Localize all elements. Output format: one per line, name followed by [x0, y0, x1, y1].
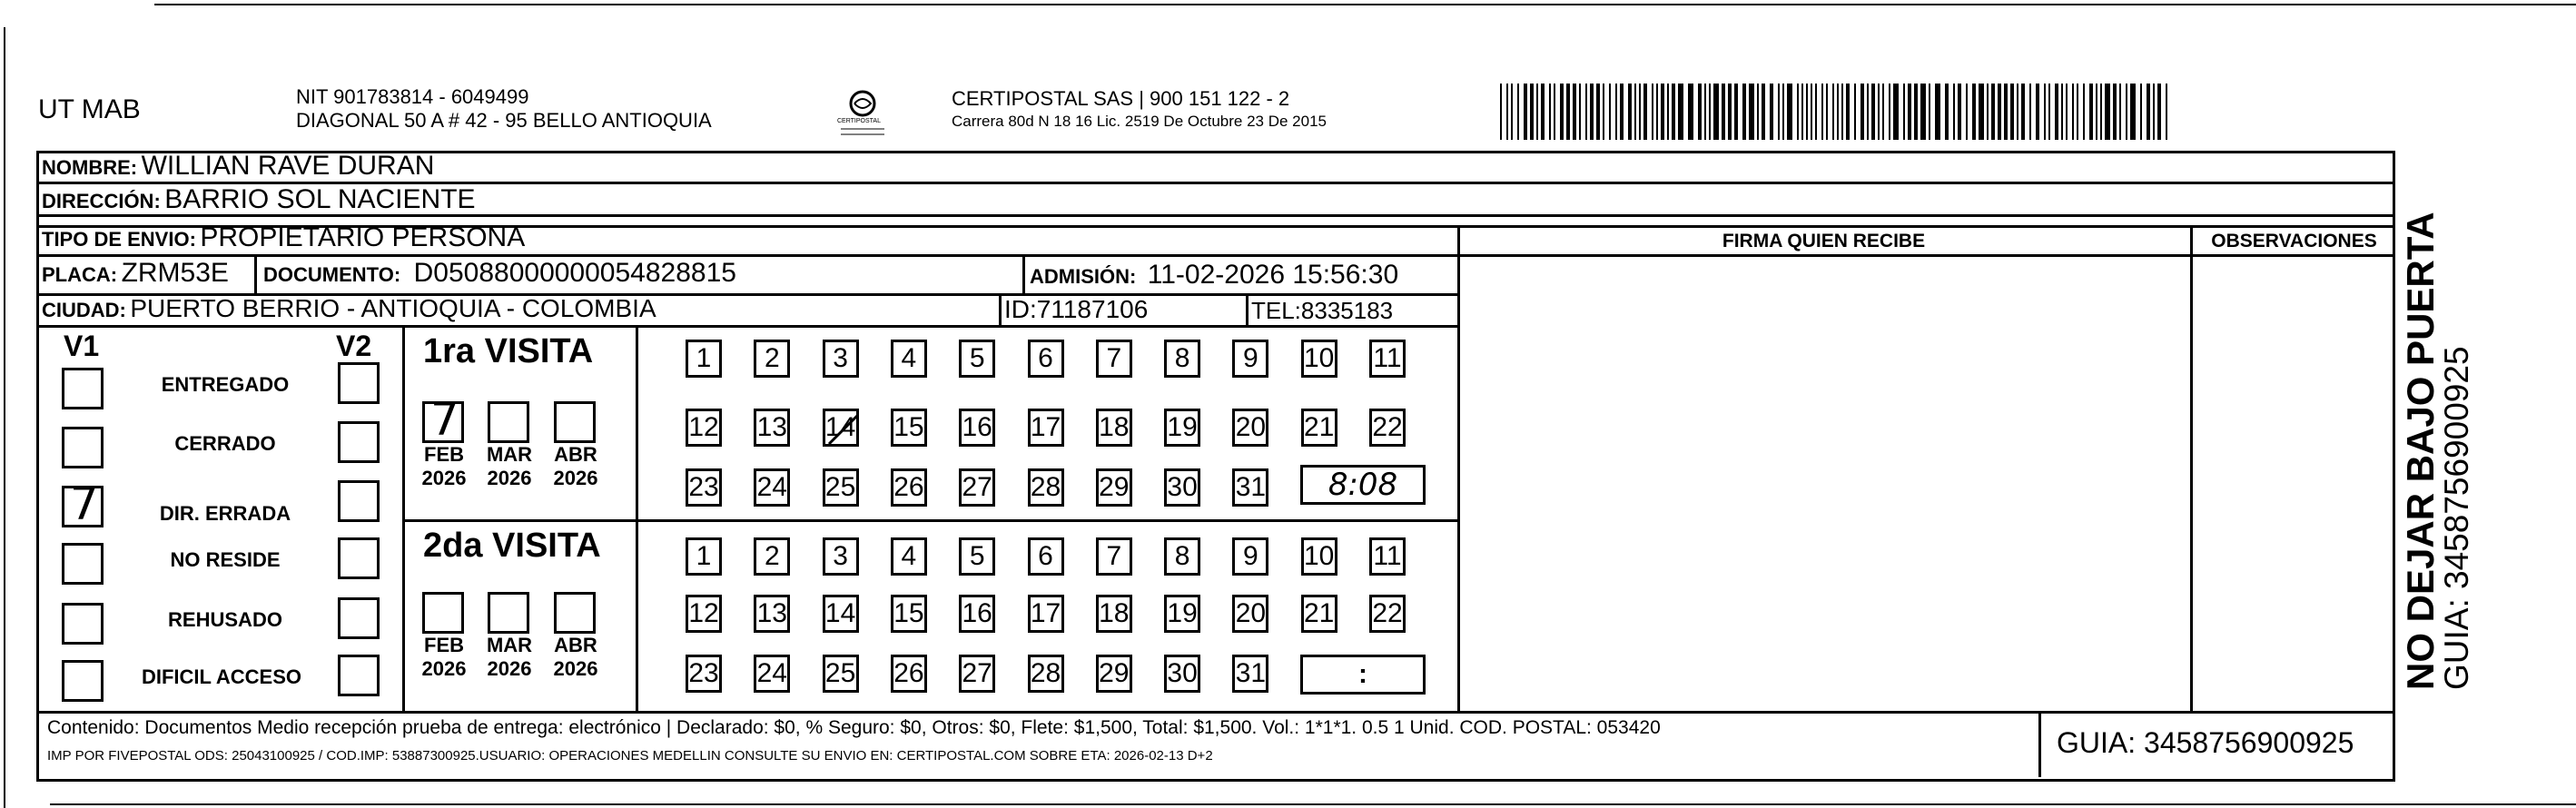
day-box-18[interactable]: [1096, 595, 1132, 633]
day-number: 22: [1372, 412, 1403, 442]
v2-checkbox[interactable]: [338, 362, 380, 404]
admision-field: [1030, 260, 1398, 291]
day-box-27[interactable]: [959, 655, 995, 693]
day-box-25[interactable]: [823, 468, 859, 507]
footer-guia: GUIA: 3458756900925: [2057, 726, 2354, 759]
day-number: 9: [1243, 541, 1258, 571]
day-number: 19: [1167, 412, 1198, 442]
direccion-field: [42, 184, 476, 215]
day-box-3[interactable]: [823, 340, 859, 378]
day-box-29[interactable]: [1096, 468, 1132, 507]
month-year: 2026: [421, 657, 467, 680]
day-number: 5: [969, 541, 985, 571]
day-number: 27: [962, 472, 992, 502]
day-number: 22: [1372, 598, 1403, 628]
reason-label: ENTREGADO: [161, 373, 290, 396]
left-edge-line: [4, 27, 5, 808]
reason-label: CERRADO: [174, 432, 276, 455]
day-number: 25: [824, 472, 856, 502]
day-number: 1: [696, 343, 712, 373]
month-label: [415, 443, 473, 490]
tipo-envio-value: PROPIETARIO PERSONA: [200, 222, 526, 252]
cell-line: [1246, 293, 1249, 325]
day-number: 2: [764, 541, 780, 571]
cell-line: [999, 293, 1002, 325]
side-guia: GUIA: 3458756900925: [2438, 346, 2475, 690]
carrier-name: CERTIPOSTAL SAS | 900 151 122 - 2: [952, 87, 1290, 110]
month-name: ABR: [554, 634, 597, 656]
day-number: 18: [1099, 598, 1130, 628]
day-box-26[interactable]: [891, 468, 927, 507]
day-box-19[interactable]: [1164, 595, 1200, 633]
day-number: 4: [901, 541, 917, 571]
month-checkbox-abr[interactable]: [554, 401, 596, 443]
day-number: 7: [1106, 343, 1122, 373]
day-box-10[interactable]: [1301, 537, 1337, 576]
month-label: [547, 443, 605, 490]
day-box-17[interactable]: [1028, 595, 1064, 633]
day-box-2[interactable]: [754, 340, 790, 378]
day-number: 18: [1099, 412, 1130, 442]
cell-line: [254, 254, 257, 293]
admision-label: ADMISIÓN:: [1030, 265, 1137, 288]
day-box-2[interactable]: [754, 537, 790, 576]
day-number: 5: [969, 343, 985, 373]
v1-header: V1: [64, 330, 100, 362]
day-number: 16: [962, 598, 992, 628]
day-box-13[interactable]: [754, 595, 790, 633]
month-name: MAR: [486, 634, 533, 656]
day-box-17[interactable]: [1028, 409, 1064, 447]
day-box-22[interactable]: [1369, 595, 1406, 633]
footer-top-line: [36, 711, 2395, 714]
day-number: 21: [1304, 598, 1335, 628]
day-box-26[interactable]: [891, 655, 927, 693]
visit2-time-value: :: [1358, 659, 1367, 689]
footer-guia-line: [2038, 714, 2041, 777]
reason-label: DIFICIL ACCESO: [141, 665, 301, 688]
nombre-label: NOMBRE:: [42, 156, 138, 179]
v2-checkbox[interactable]: [338, 421, 380, 463]
admision-value: 11-02-2026 15:56:30: [1147, 260, 1399, 290]
day-number: 24: [756, 658, 787, 688]
day-number: 10: [1304, 343, 1335, 373]
day-box-18[interactable]: [1096, 409, 1132, 447]
visit2-title: 2da VISITA: [423, 527, 601, 565]
tel-value: TEL:8335183: [1251, 297, 1394, 324]
day-number: 8: [1174, 541, 1190, 571]
day-box-30[interactable]: [1164, 468, 1200, 507]
v2-header: V2: [336, 330, 372, 362]
day-number: 13: [756, 412, 787, 442]
day-number: 12: [688, 412, 719, 442]
day-number: 7: [1106, 541, 1122, 571]
observaciones-header: OBSERVACIONES: [2211, 231, 2377, 251]
month-name: FEB: [424, 634, 464, 656]
month-name: FEB: [424, 443, 464, 466]
month-name: MAR: [486, 443, 533, 466]
month-checkbox-feb[interactable]: [422, 393, 464, 446]
ciudad-value: PUERTO BERRIO - ANTIOQUIA - COLOMBIA: [130, 294, 656, 322]
day-box-11[interactable]: [1369, 537, 1406, 576]
day-number: 20: [1235, 412, 1267, 442]
month-label: [415, 634, 473, 681]
documento-value: D05088000000054828815: [413, 258, 736, 288]
month-checkbox-abr[interactable]: [554, 592, 596, 634]
day-number: 25: [824, 658, 856, 688]
no-dejar-bajo-puerta: NO DEJAR BAJO PUERTA: [2399, 212, 2442, 690]
day-number: 29: [1099, 658, 1130, 688]
id-value: ID:71187106: [1004, 295, 1149, 323]
v1-checkbox[interactable]: [62, 603, 104, 645]
day-box-14[interactable]: [823, 409, 859, 447]
ciudad-field: [42, 294, 656, 323]
barcode: [1498, 84, 2175, 140]
month-year: 2026: [487, 467, 532, 489]
day-number: 19: [1167, 598, 1198, 628]
day-box-23[interactable]: [686, 655, 722, 693]
documento-label: DOCUMENTO:: [263, 263, 401, 286]
month-label: [480, 634, 538, 681]
day-box-28[interactable]: [1028, 468, 1064, 507]
day-number: 23: [688, 658, 719, 688]
day-box-8[interactable]: [1164, 340, 1200, 378]
sender-address: DIAGONAL 50 A # 42 - 95 BELLO ANTIOQUIA: [296, 109, 712, 132]
month-checkbox-mar[interactable]: [488, 401, 529, 443]
handwritten-check-icon: 7: [70, 478, 99, 530]
day-number: 24: [756, 472, 787, 502]
cell-line: [1022, 257, 1025, 293]
v1-checkbox[interactable]: [62, 543, 104, 585]
day-number: 28: [1030, 658, 1061, 688]
day-number: 21: [1304, 412, 1335, 442]
day-number: 13: [756, 598, 787, 628]
day-box-15[interactable]: [891, 595, 927, 633]
v2-checkbox[interactable]: [338, 537, 380, 579]
day-number: 15: [893, 598, 924, 628]
day-box-4[interactable]: [891, 537, 927, 576]
visit2-time-box[interactable]: [1300, 655, 1426, 695]
day-number: 1: [696, 541, 712, 571]
day-box-12[interactable]: [686, 595, 722, 633]
placa-field: [42, 258, 229, 289]
footer-line-1: Contenido: Documentos Medio recepción prueba de entrega: electrónico | Declarado: $0, % Seguro: $0, Otros: $0, Flete: $1,500, Total: $1,500. Vol.: 1*1*1. 0.5 1 Unid. COD. POSTAL: 053420: [47, 717, 1661, 738]
day-box-25[interactable]: [823, 655, 859, 693]
day-box-30[interactable]: [1164, 655, 1200, 693]
day-box-15[interactable]: [891, 409, 927, 447]
nombre-value: WILLIAN RAVE DURAN: [141, 151, 435, 181]
firma-header: FIRMA QUIEN RECIBE: [1722, 231, 1926, 251]
month-label: [480, 443, 538, 490]
day-box-5[interactable]: [959, 537, 995, 576]
visit-left-line: [402, 325, 405, 711]
nombre-field: [42, 151, 434, 182]
month-year: 2026: [553, 657, 598, 680]
day-number: 8: [1174, 343, 1190, 373]
day-number: 17: [1030, 412, 1061, 442]
day-number: 14: [824, 412, 856, 442]
certipostal-logo-text: CERTIPOSTAL: [837, 118, 881, 124]
footer-line-2: IMP POR FIVEPOSTAL ODS: 25043100925 / COD.IMP: 53887300925.USUARIO: OPERACIONES MEDELLIN CONSULTE SU ENVIO EN: CERTIPOSTAL.COM SOBRE ETA: 2026-02-13 D+2: [47, 748, 1213, 764]
day-box-7[interactable]: [1096, 340, 1132, 378]
side-text: [2399, 212, 2475, 690]
v2-checkbox[interactable]: [338, 597, 380, 639]
day-number: 28: [1030, 472, 1061, 502]
day-box-12[interactable]: [686, 409, 722, 447]
day-box-24[interactable]: [754, 468, 790, 507]
ciudad-label: CIUDAD:: [42, 299, 126, 321]
top-edge-line: [154, 4, 2576, 5]
day-number: 14: [824, 598, 856, 628]
certipostal-logo-icon: [834, 84, 892, 138]
bottom-edge-line: [50, 803, 2576, 805]
day-box-4[interactable]: [891, 340, 927, 378]
sender-name: UT MAB: [38, 94, 141, 124]
day-box-23[interactable]: [686, 468, 722, 507]
v2-checkbox[interactable]: [338, 480, 380, 522]
day-box-11[interactable]: [1369, 340, 1406, 378]
day-number: 9: [1243, 343, 1258, 373]
day-box-16[interactable]: [959, 409, 995, 447]
day-number: 30: [1167, 658, 1198, 688]
day-box-6[interactable]: [1028, 340, 1064, 378]
day-number: 11: [1373, 541, 1402, 571]
day-number: 23: [688, 472, 719, 502]
day-number: 17: [1030, 598, 1061, 628]
day-box-31[interactable]: [1232, 468, 1268, 507]
day-box-9[interactable]: [1232, 537, 1268, 576]
day-box-1[interactable]: [686, 537, 722, 576]
visit1-time-value: 8:08: [1327, 467, 1398, 503]
day-number: 4: [901, 343, 917, 373]
month-checkbox-feb[interactable]: [422, 592, 464, 634]
day-number: 26: [893, 472, 924, 502]
day-box-3[interactable]: [823, 537, 859, 576]
barcode-icon: [1498, 84, 2175, 140]
certipostal-logo: [834, 84, 892, 138]
month-checkbox-mar[interactable]: [488, 592, 529, 634]
day-number: 30: [1167, 472, 1198, 502]
day-box-1[interactable]: [686, 340, 722, 378]
documento-field: [263, 258, 736, 289]
day-number: 31: [1235, 472, 1267, 502]
v1-checkbox[interactable]: [62, 478, 104, 530]
day-box-24[interactable]: [754, 655, 790, 693]
day-box-16[interactable]: [959, 595, 995, 633]
day-number: 16: [962, 412, 992, 442]
visit1-title: 1ra VISITA: [423, 332, 594, 370]
day-box-9[interactable]: [1232, 340, 1268, 378]
day-number: 3: [833, 343, 848, 373]
handwritten-strike-icon: [824, 412, 860, 446]
day-box-10[interactable]: [1301, 340, 1337, 378]
day-box-7[interactable]: [1096, 537, 1132, 576]
month-year: 2026: [553, 467, 598, 489]
day-number: 15: [893, 412, 924, 442]
month-year: 2026: [421, 467, 467, 489]
day-box-14[interactable]: [823, 595, 859, 633]
reason-label: NO RESIDE: [170, 548, 281, 571]
day-box-19[interactable]: [1164, 409, 1200, 447]
day-box-28[interactable]: [1028, 655, 1064, 693]
direccion-label: DIRECCIÓN:: [42, 190, 161, 212]
handwritten-check-icon: 7: [430, 393, 459, 446]
row-line: [36, 254, 2395, 257]
day-box-6[interactable]: [1028, 537, 1064, 576]
day-number: 11: [1373, 343, 1402, 373]
day-number: 6: [1038, 541, 1053, 571]
v2-checkbox[interactable]: [338, 655, 380, 696]
direccion-value: BARRIO SOL NACIENTE: [164, 184, 476, 214]
tipo-envio-field: [42, 222, 525, 253]
day-number: 31: [1235, 658, 1267, 688]
day-box-13[interactable]: [754, 409, 790, 447]
day-number: 29: [1099, 472, 1130, 502]
row-line: [36, 325, 1460, 328]
day-number: 26: [893, 658, 924, 688]
month-label: [547, 634, 605, 681]
tipo-envio-label: TIPO DE ENVIO:: [42, 228, 196, 251]
day-number: 2: [764, 343, 780, 373]
v1-checkbox[interactable]: [62, 368, 104, 409]
day-box-21[interactable]: [1301, 595, 1337, 633]
reason-label: DIR. ERRADA: [159, 502, 291, 525]
visit-divider-line: [402, 519, 1460, 522]
obs-left-line: [2190, 225, 2193, 711]
v1-checkbox[interactable]: [62, 427, 104, 468]
days-left-line: [636, 325, 638, 711]
day-number: 12: [688, 598, 719, 628]
day-box-20[interactable]: [1232, 409, 1268, 447]
day-box-29[interactable]: [1096, 655, 1132, 693]
day-number: 27: [962, 658, 992, 688]
day-box-8[interactable]: [1164, 537, 1200, 576]
day-box-22[interactable]: [1369, 409, 1406, 447]
month-year: 2026: [487, 657, 532, 680]
visit1-time-box[interactable]: [1300, 465, 1426, 505]
day-number: 6: [1038, 343, 1053, 373]
placa-label: PLACA:: [42, 263, 118, 286]
day-number: 20: [1235, 598, 1267, 628]
day-box-20[interactable]: [1232, 595, 1268, 633]
carrier-address: Carrera 80d N 18 16 Lic. 2519 De Octubre 23 De 2015: [952, 113, 1327, 130]
day-box-27[interactable]: [959, 468, 995, 507]
firma-left-line: [1457, 225, 1460, 711]
reason-label: REHUSADO: [168, 608, 282, 631]
day-number: 3: [833, 541, 848, 571]
sender-nit: NIT 901783814 - 6049499: [296, 85, 529, 108]
day-box-5[interactable]: [959, 340, 995, 378]
v1-checkbox[interactable]: [62, 660, 104, 702]
day-box-21[interactable]: [1301, 409, 1337, 447]
day-number: 10: [1304, 541, 1335, 571]
day-box-31[interactable]: [1232, 655, 1268, 693]
placa-value: ZRM53E: [121, 258, 229, 288]
month-name: ABR: [554, 443, 597, 466]
